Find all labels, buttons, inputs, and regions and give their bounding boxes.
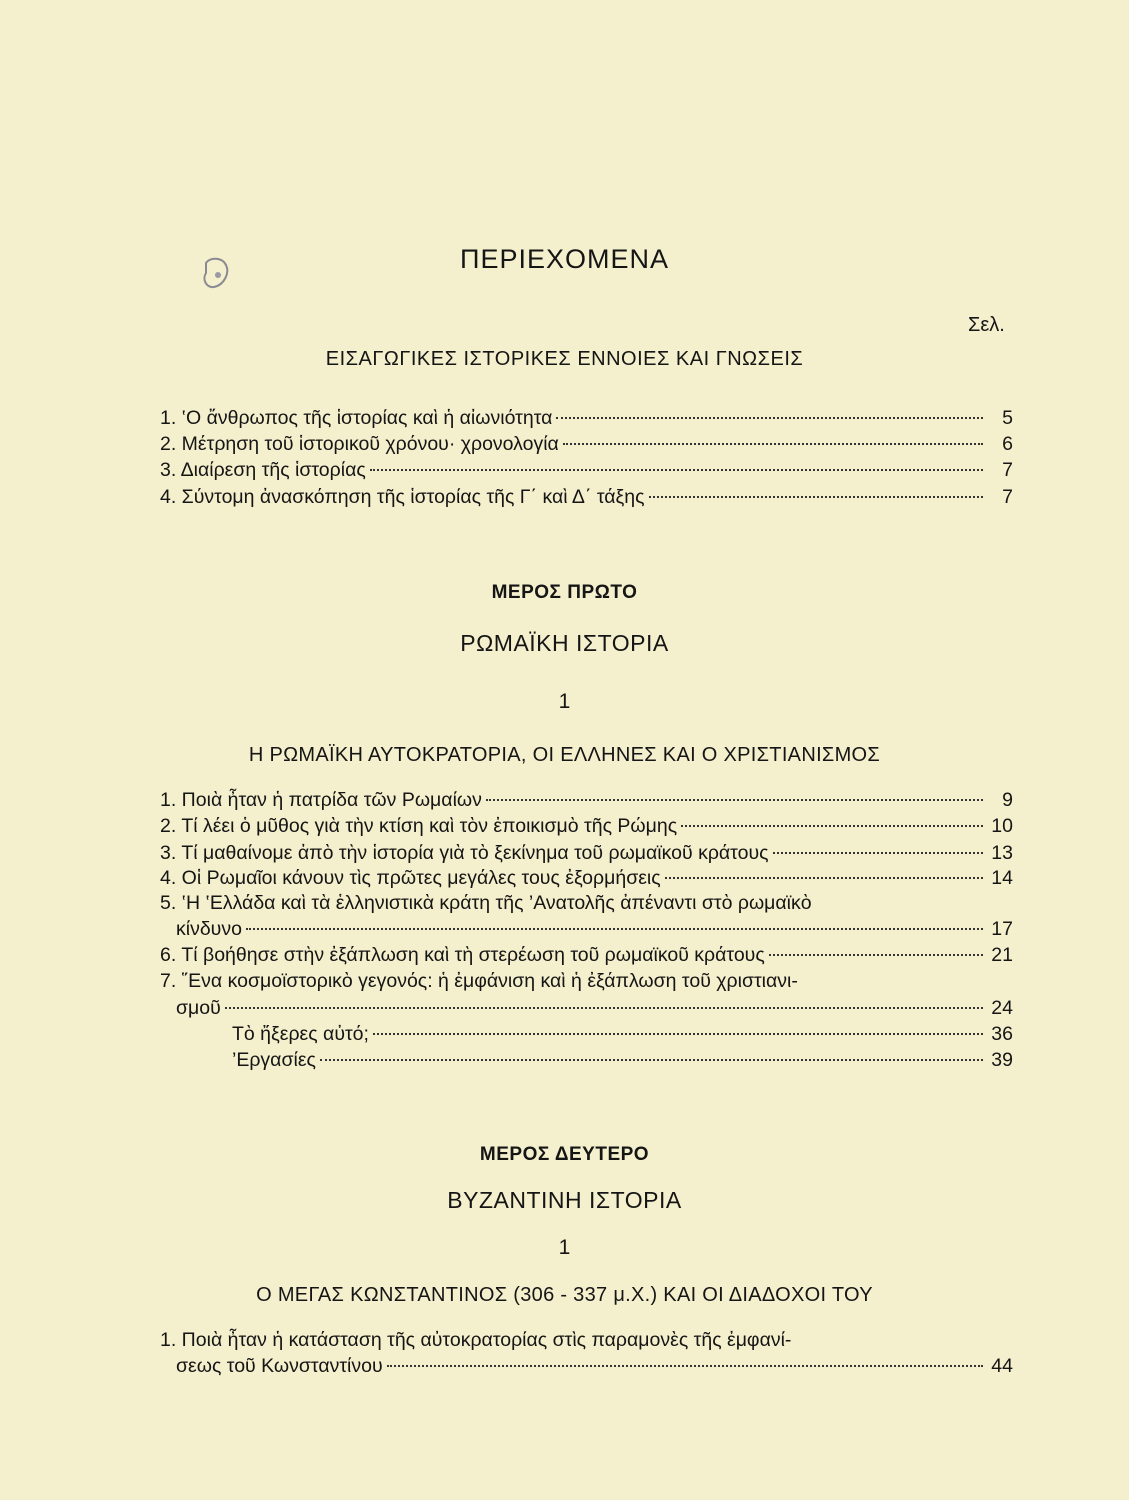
entry-text: 4. Σύντομη ἀνασκόπηση τῆς ἱστορίας τῆς Γ΄ καὶ Δ΄ τάξης: [160, 486, 645, 508]
leader-dots: [387, 1365, 983, 1367]
toc-entry[interactable]: [160, 813, 1013, 839]
toc-entry[interactable]: [160, 840, 1013, 866]
part-one-chapter-number: 1: [558, 690, 571, 713]
toc-entry[interactable]: [232, 1021, 1013, 1047]
page-title: ΠΕΡΙΕΧΟΜΕΝΑ: [459, 244, 670, 274]
entry-text: 3. Διαίρεση τῆς ἱστορίας: [160, 459, 366, 481]
leader-dots: [773, 852, 983, 854]
entry-text: 2. Τί λέει ὁ μῦθος γιὰ τὴν κτίση καὶ τὸν ἐποικισμὸ τῆς Ρώμης: [160, 815, 678, 837]
part-two-chapter-title: Ο ΜΕΓΑΣ ΚΩΝΣΤΑΝΤΙΝΟΣ (306 - 337 μ.Χ.) ΚΑΙ ΟΙ ΔΙΑΔΟΧΟΙ ΤΟΥ: [256, 1284, 873, 1306]
toc-entry[interactable]: [160, 484, 1013, 510]
leader-dots: [370, 469, 983, 471]
leader-dots: [769, 954, 983, 956]
entry-page: 13: [991, 842, 1013, 864]
entry-text: σεως τοῦ Κωνσταντίνου: [176, 1355, 383, 1377]
toc-entry[interactable]: [160, 942, 1013, 968]
entry-page: 5: [1002, 407, 1013, 429]
toc-entry[interactable]: [160, 787, 1013, 813]
entry-page: 7: [1002, 459, 1013, 481]
entry-text: κίνδυνο: [176, 918, 242, 940]
entry-text: 1. ‛Ο ἄνθρωπος τῆς ἱστορίας καὶ ἡ αἰωνιότητα: [160, 407, 553, 429]
part-two-subject: ΒΥΖΑΝΤΙΝΗ ΙΣΤΟΡΙΑ: [447, 1187, 682, 1213]
entry-text: Τὸ ἤξερες αὐτό;: [232, 1023, 369, 1045]
entry-text: ’Εργασίες: [232, 1049, 316, 1071]
toc-entry[interactable]: [176, 1353, 1013, 1379]
entry-page: 36: [991, 1023, 1013, 1045]
toc-entry[interactable]: [176, 995, 1013, 1021]
entry-page: 44: [991, 1355, 1013, 1377]
leader-dots: [486, 799, 983, 801]
entry-page: 7: [1002, 486, 1013, 508]
part-one-label: ΜΕΡΟΣ ΠΡΩΤΟ: [491, 582, 638, 603]
entry-text-line1: 5. ‛Η ‛Ελλάδα καὶ τὰ ἑλληνιστικὰ κράτη τῆς ’Ανατολῆς ἀπέναντι στὸ ρωμαϊκὸ: [160, 892, 812, 914]
entry-page: 39: [991, 1049, 1013, 1071]
entry-text: 6. Τί βοήθησε στὴν ἐξάπλωση καὶ τὴ στερέωση τοῦ ρωμαϊκοῦ κράτους: [160, 944, 765, 966]
part-one-subject: ΡΩΜΑΪΚΗ ΙΣΤΟΡΙΑ: [460, 630, 669, 656]
entry-page: 10: [991, 815, 1013, 837]
entry-page: 9: [1002, 789, 1013, 811]
leader-dots: [246, 928, 983, 930]
entry-text: 2. Μέτρηση τοῦ ἱστορικοῦ χρόνου· χρονολογία: [160, 433, 559, 455]
toc-entry[interactable]: [176, 916, 1013, 942]
intro-heading: ΕΙΣΑΓΩΓΙΚΕΣ ΙΣΤΟΡΙΚΕΣ ΕΝΝΟΙΕΣ ΚΑΙ ΓΝΩΣΕΙΣ: [325, 348, 804, 370]
toc-entry[interactable]: [160, 405, 1013, 431]
entry-text: 3. Τί μαθαίνομε ἀπὸ τὴν ἱστορία γιὰ τὸ ξεκίνημα τοῦ ρωμαϊκοῦ κράτους: [160, 842, 769, 864]
part-two-label: ΜΕΡΟΣ ΔΕΥΤΕΡΟ: [479, 1144, 650, 1165]
entry-page: 21: [991, 944, 1013, 966]
entry-page: 17: [991, 918, 1013, 940]
entry-page: 6: [1002, 433, 1013, 455]
entry-text: 4. Οἱ Ρωμαῖοι κάνουν τὶς πρῶτες μεγάλες τους ἐξορμήσεις: [160, 867, 661, 889]
leader-dots: [373, 1033, 983, 1035]
entry-text-line1: 1. Ποιὰ ἦταν ἡ κατάσταση τῆς αὐτοκρατορίας στὶς παραμονὲς τῆς ἐμφανί-: [160, 1329, 792, 1351]
toc-entry[interactable]: [160, 457, 1013, 483]
leader-dots: [649, 496, 983, 498]
toc-entry[interactable]: [232, 1047, 1013, 1073]
leader-dots: [665, 877, 983, 879]
leader-dots: [681, 825, 983, 827]
toc-entry[interactable]: [160, 865, 1013, 891]
leader-dots: [225, 1007, 983, 1009]
leader-dots: [320, 1059, 983, 1061]
entry-text: 1. Ποιὰ ἦταν ἡ πατρίδα τῶν Ρωμαίων: [160, 789, 482, 811]
entry-page: 14: [991, 867, 1013, 889]
page-column-label: Σελ.: [968, 314, 1005, 336]
leader-dots: [556, 417, 983, 419]
entry-text-line1: 7. ῞Ενα κοσμοϊστορικὸ γεγονός: ἡ ἐμφάνιση καὶ ἡ ἐξάπλωση τοῦ χριστιανι-: [160, 970, 798, 992]
entry-page: 24: [991, 997, 1013, 1019]
entry-text: σμοῦ: [176, 997, 221, 1019]
part-one-chapter-title: Η ΡΩΜΑΪΚΗ ΑΥΤΟΚΡΑΤΟΡΙΑ, ΟΙ ΕΛΛΗΝΕΣ ΚΑΙ Ο ΧΡΙΣΤΙΑΝΙΣΜΟΣ: [248, 744, 881, 766]
part-two-chapter-number: 1: [558, 1236, 571, 1259]
toc-entry[interactable]: [160, 431, 1013, 457]
leader-dots: [563, 443, 983, 445]
